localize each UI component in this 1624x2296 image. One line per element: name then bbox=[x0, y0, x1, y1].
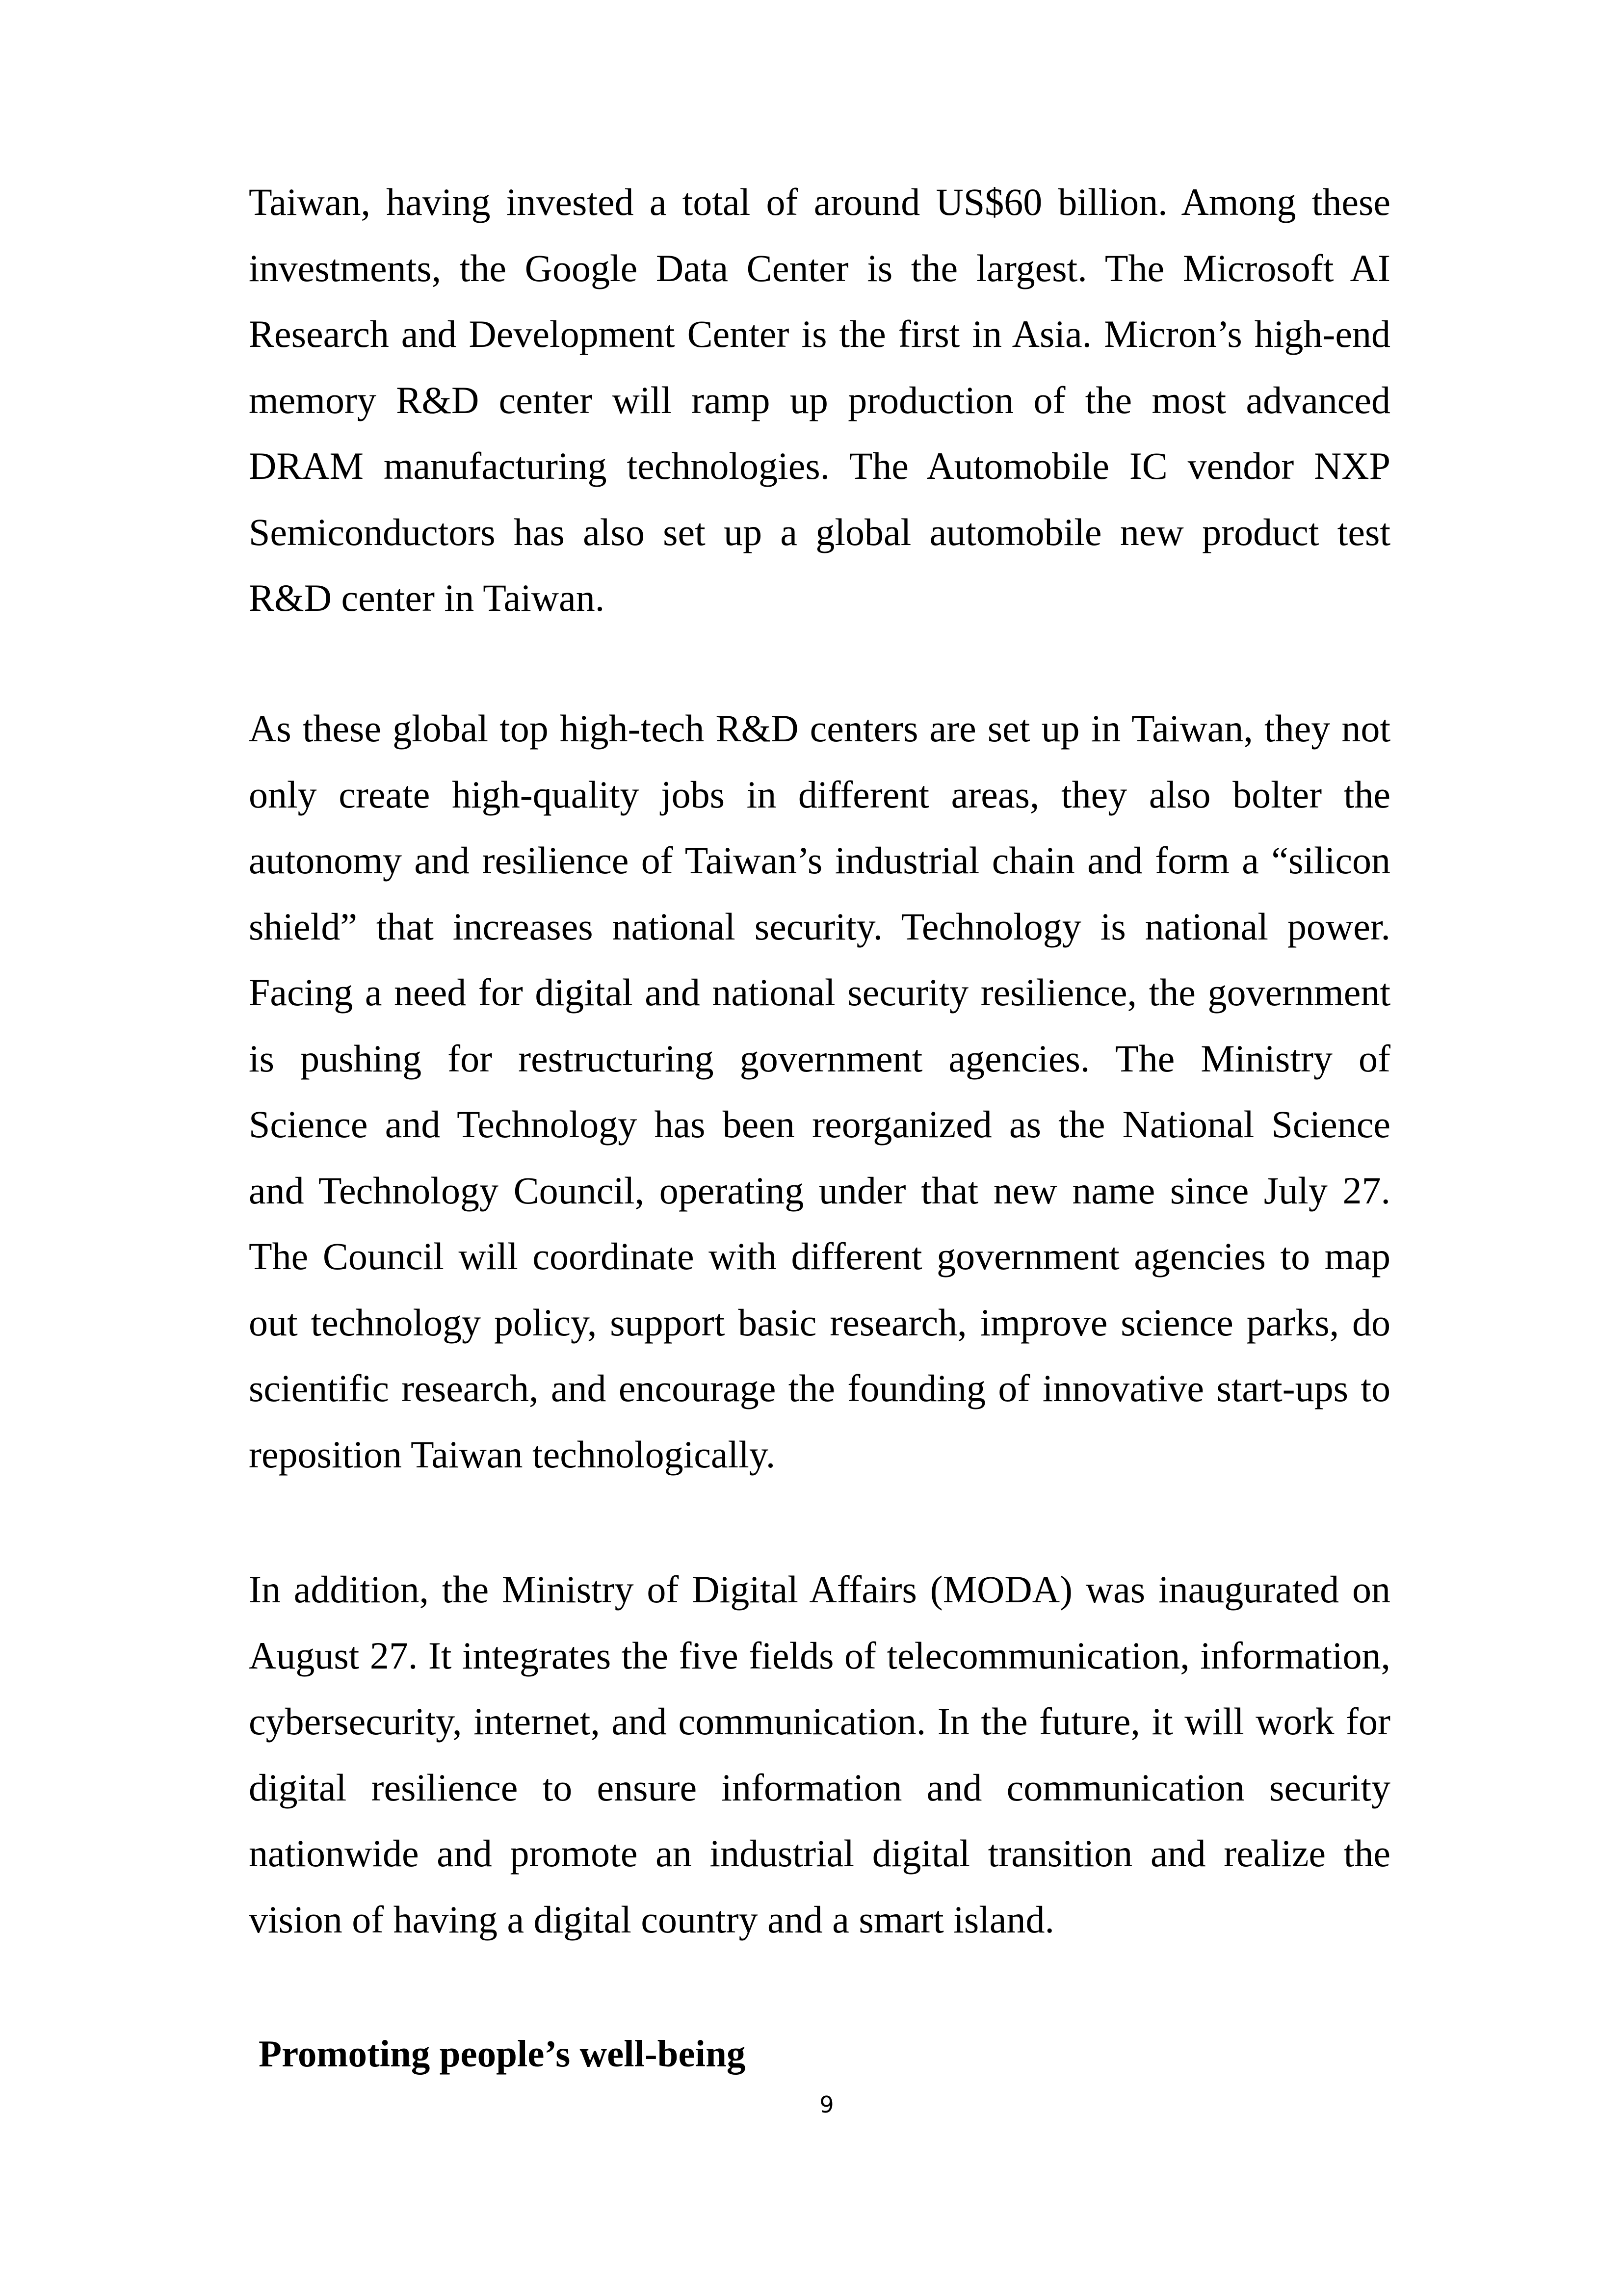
paragraph-line: shield” that increases national security. Technology is national power. bbox=[249, 905, 1390, 948]
paragraph-line: Research and Development Center is the first in Asia. Micron’s high-end bbox=[249, 313, 1390, 355]
paragraph-line: R&D center in Taiwan. bbox=[249, 576, 605, 619]
page-number: 9 bbox=[819, 2091, 834, 2118]
paragraph-line: nationwide and promote an industrial digital transition and realize the bbox=[249, 1832, 1390, 1875]
paragraph-line: Taiwan, having invested a total of around US$60 billion. Among these bbox=[249, 181, 1390, 223]
paragraph-moda bbox=[249, 1557, 1390, 1953]
paragraph-line: The Council will coordinate with different government agencies to map bbox=[249, 1235, 1390, 1278]
paragraph-line: DRAM manufacturing technologies. The Automobile IC vendor NXP bbox=[249, 444, 1390, 487]
paragraph-line: digital resilience to ensure information and communication security bbox=[249, 1766, 1390, 1809]
paragraph-line: vision of having a digital country and a smart island. bbox=[249, 1898, 1054, 1941]
paragraph-silicon-shield bbox=[249, 696, 1390, 1487]
paragraph-line: Facing a need for digital and national security resilience, the government bbox=[249, 971, 1390, 1014]
paragraph-line: August 27. It integrates the five fields of telecommunication, information, bbox=[249, 1634, 1390, 1677]
paragraph-line: Science and Technology has been reorganized as the National Science bbox=[249, 1103, 1390, 1146]
paragraph-investments bbox=[249, 169, 1390, 631]
paragraph-line: only create high-quality jobs in different areas, they also bolter the bbox=[249, 773, 1390, 816]
paragraph-line: is pushing for restructuring government agencies. The Ministry of bbox=[249, 1037, 1390, 1080]
paragraph-line: In addition, the Ministry of Digital Affairs (MODA) was inaugurated on bbox=[249, 1568, 1390, 1611]
section-heading: Promoting people’s well-being bbox=[259, 2033, 746, 2075]
paragraph-line: memory R&D center will ramp up production of the most advanced bbox=[249, 378, 1390, 421]
paragraph-line: As these global top high-tech R&D centers are set up in Taiwan, they not bbox=[249, 707, 1390, 750]
paragraph-line: scientific research, and encourage the founding of innovative start-ups to bbox=[249, 1367, 1390, 1409]
paragraph-line: Semiconductors has also set up a global automobile new product test bbox=[249, 510, 1390, 553]
paragraph-line: investments, the Google Data Center is the largest. The Microsoft AI bbox=[249, 246, 1390, 289]
paragraph-line: reposition Taiwan technologically. bbox=[249, 1433, 776, 1476]
paragraph-line: cybersecurity, internet, and communication. In the future, it will work for bbox=[249, 1700, 1390, 1743]
paragraph-line: autonomy and resilience of Taiwan’s industrial chain and form a “silicon bbox=[249, 839, 1390, 882]
paragraph-line: and Technology Council, operating under that new name since July 27. bbox=[249, 1169, 1390, 1212]
paragraph-line: out technology policy, support basic research, improve science parks, do bbox=[249, 1301, 1390, 1344]
